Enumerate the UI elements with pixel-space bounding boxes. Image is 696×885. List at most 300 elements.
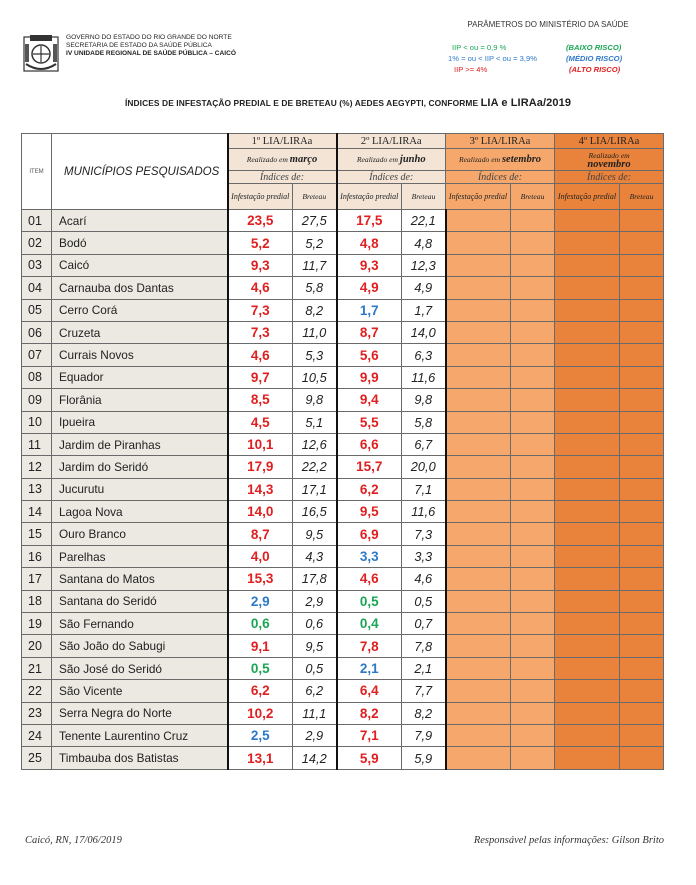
breteau-value: 5,8 [402,411,446,433]
municipality-name: Jardim do Seridó [52,456,228,478]
table-row [22,501,664,523]
title-emphasis: LIA e LIRAa/2019 [480,97,572,109]
breteau-value: 11,6 [402,501,446,523]
subheader-breteau: Breteau [511,184,555,210]
empty-cell [446,254,511,276]
breteau-value: 2,9 [293,724,337,746]
infestacao-value: 5,9 [337,747,402,769]
infestacao-value: 15,7 [337,456,402,478]
breteau-value: 7,8 [402,635,446,657]
breteau-value: 12,6 [293,433,337,455]
item-number: 02 [22,232,52,254]
municipality-name: Cruzeta [52,321,228,343]
subheader-infestacao: Infestação predial [555,184,620,210]
empty-cell [511,523,555,545]
empty-cell [620,747,664,769]
breteau-value: 9,8 [402,389,446,411]
item-number: 18 [22,590,52,612]
empty-cell [511,277,555,299]
breteau-value: 6,3 [402,344,446,366]
breteau-value: 2,1 [402,657,446,679]
empty-cell [446,545,511,567]
table-row [22,254,664,276]
infestacao-value: 15,3 [228,568,293,590]
empty-cell [555,724,620,746]
item-number: 21 [22,657,52,679]
block-label: 4º LIA/LIRAa [555,134,664,149]
breteau-value: 8,2 [293,299,337,321]
municipalities-header: MUNICÍPIOS PESQUISADOS [52,134,228,210]
empty-cell [555,389,620,411]
government-lines [66,34,236,59]
empty-cell [555,344,620,366]
breteau-value: 12,3 [402,254,446,276]
block-month: março [289,154,318,165]
empty-cell [511,389,555,411]
table-row [22,321,664,343]
table-row [22,545,664,567]
infestacao-value: 0,4 [337,613,402,635]
table-row [22,411,664,433]
empty-cell [446,680,511,702]
empty-cell [555,277,620,299]
empty-cell [446,366,511,388]
empty-cell [555,523,620,545]
empty-cell [555,478,620,500]
breteau-value: 1,7 [402,299,446,321]
realizado-text: Realizado em [588,150,630,160]
item-number: 01 [22,210,52,232]
infestacao-value: 6,2 [337,478,402,500]
empty-cell [555,366,620,388]
block-label: 1º LIA/LIRAa [228,134,337,149]
breteau-value: 11,6 [402,366,446,388]
empty-cell [511,590,555,612]
table-row [22,456,664,478]
table-row [22,232,664,254]
breteau-value: 17,1 [293,478,337,500]
empty-cell [620,433,664,455]
infestacao-value: 5,6 [337,344,402,366]
item-number: 12 [22,456,52,478]
infestacao-value: 9,3 [228,254,293,276]
empty-cell [511,210,555,232]
empty-cell [446,590,511,612]
param-row-alto [448,65,648,75]
empty-cell [620,389,664,411]
title-main: ÍNDICES DE INFESTAÇÃO PREDIAL E DE BRETEAU (%) AEDES AEGYPTI, CONFORME [124,98,479,108]
empty-cell [511,747,555,769]
empty-cell [446,635,511,657]
state-seal-icon [22,34,60,74]
empty-cell [555,657,620,679]
infestacao-value: 2,9 [228,590,293,612]
table-row [22,277,664,299]
infestacao-value: 3,3 [337,545,402,567]
municipality-name: Santana do Matos [52,568,228,590]
item-number: 11 [22,433,52,455]
empty-cell [620,523,664,545]
block-label: 2º LIA/LIRAa [337,134,446,149]
param-row-baixo [448,43,648,53]
item-number: 06 [22,321,52,343]
municipality-name: Timbauba dos Batistas [52,747,228,769]
breteau-value: 5,3 [293,344,337,366]
infestacao-value: 17,9 [228,456,293,478]
empty-cell [620,456,664,478]
block-month: setembro [501,154,542,165]
municipality-name: Jardim de Piranhas [52,433,228,455]
empty-cell [555,635,620,657]
table-row [22,523,664,545]
municipality-name: Serra Negra do Norte [52,702,228,724]
breteau-value: 0,7 [402,613,446,635]
breteau-value: 14,2 [293,747,337,769]
municipality-name: Jucurutu [52,478,228,500]
empty-cell [620,344,664,366]
item-number: 23 [22,702,52,724]
table-row [22,724,664,746]
empty-cell [446,210,511,232]
empty-cell [620,702,664,724]
empty-cell [620,210,664,232]
municipality-name: Ouro Branco [52,523,228,545]
item-number: 15 [22,523,52,545]
item-number: 25 [22,747,52,769]
infestacao-value: 2,5 [228,724,293,746]
municipality-name: Carnauba dos Dantas [52,277,228,299]
breteau-value: 7,3 [402,523,446,545]
infestacao-value: 9,3 [337,254,402,276]
empty-cell [620,613,664,635]
empty-cell [620,657,664,679]
gov-line: GOVERNO DO ESTADO DO RIO GRANDE DO NORTE [66,34,232,41]
municipality-name: Cerro Corá [52,299,228,321]
table-row [22,366,664,388]
subheader-breteau: Breteau [402,184,446,210]
subheader-infestacao: Infestação predial [337,184,402,210]
municipality-name: Ipueira [52,411,228,433]
item-number: 13 [22,478,52,500]
empty-cell [555,680,620,702]
header-institution [22,34,236,74]
breteau-value: 9,8 [293,389,337,411]
empty-cell [446,501,511,523]
municipality-name: Acarí [52,210,228,232]
breteau-value: 6,7 [402,433,446,455]
footer-place-date: Caicó, RN, 17/06/2019 [25,835,122,846]
infestacao-value: 7,8 [337,635,402,657]
block-month: novembro [587,158,631,170]
empty-cell [620,321,664,343]
municipality-name: Equador [52,366,228,388]
item-number: 19 [22,613,52,635]
breteau-value: 0,5 [293,657,337,679]
empty-cell [620,545,664,567]
infestacao-value: 7,3 [228,299,293,321]
empty-cell [511,411,555,433]
empty-cell [511,344,555,366]
municipality-name: São Vicente [52,680,228,702]
empty-cell [511,657,555,679]
table-row [22,747,664,769]
infestacao-value: 9,1 [228,635,293,657]
block-realizado [228,149,337,171]
table-row [22,299,664,321]
breteau-value: 4,9 [402,277,446,299]
subheader-infestacao: Infestação predial [446,184,511,210]
empty-cell [555,702,620,724]
breteau-value: 4,8 [402,232,446,254]
empty-cell [555,299,620,321]
infestacao-value: 5,2 [228,232,293,254]
empty-cell [446,344,511,366]
infestacao-value: 9,5 [337,501,402,523]
infestacao-value: 4,6 [228,277,293,299]
infestacao-value: 9,7 [228,366,293,388]
breteau-value: 8,2 [402,702,446,724]
infestacao-value: 2,1 [337,657,402,679]
municipality-name: Santana do Seridó [52,590,228,612]
municipality-name: Currais Novos [52,344,228,366]
infestacao-value: 8,7 [337,321,402,343]
empty-cell [511,299,555,321]
empty-cell [446,277,511,299]
gov-line: IV UNIDADE REGIONAL DE SAÚDE PÚBLICA – CAICÓ [66,50,236,58]
empty-cell [446,456,511,478]
empty-cell [620,680,664,702]
breteau-value: 11,7 [293,254,337,276]
parameters-title: PARÂMETROS DO MINISTÉRIO DA SAÚDE [467,20,629,29]
item-number: 14 [22,501,52,523]
header-row-blocks [22,134,664,149]
breteau-value: 10,5 [293,366,337,388]
empty-cell [446,433,511,455]
infestacao-value: 6,6 [337,433,402,455]
empty-cell [555,433,620,455]
table-row [22,702,664,724]
block-indices: Índices de: [228,171,337,184]
empty-cell [511,366,555,388]
empty-cell [620,590,664,612]
item-number: 17 [22,568,52,590]
municipality-name: São José do Seridó [52,657,228,679]
infestacao-value: 6,4 [337,680,402,702]
empty-cell [620,724,664,746]
infestacao-value: 10,1 [228,433,293,455]
empty-cell [555,210,620,232]
empty-cell [620,366,664,388]
breteau-value: 7,1 [402,478,446,500]
item-number: 05 [22,299,52,321]
infestacao-value: 4,8 [337,232,402,254]
empty-cell [511,321,555,343]
document-title [0,97,696,109]
municipality-name: Parelhas [52,545,228,567]
breteau-value: 0,5 [402,590,446,612]
infestacao-value: 1,7 [337,299,402,321]
ministry-parameters [448,20,648,74]
realizado-text: Realizado em [458,155,501,164]
breteau-value: 11,0 [293,321,337,343]
empty-cell [446,411,511,433]
empty-cell [446,299,511,321]
empty-cell [620,232,664,254]
param-level: (MÉDIO RISCO) [566,54,623,63]
empty-cell [620,501,664,523]
empty-cell [446,321,511,343]
infestacao-value: 9,9 [337,366,402,388]
table-row [22,344,664,366]
empty-cell [446,389,511,411]
item-number: 08 [22,366,52,388]
empty-cell [446,478,511,500]
block-indices: Índices de: [337,171,446,184]
param-condition: IIP >= 4% [454,65,488,74]
municipality-name: Lagoa Nova [52,501,228,523]
empty-cell [446,232,511,254]
empty-cell [620,635,664,657]
subheader-infestacao: Infestação predial [228,184,293,210]
param-level: (ALTO RISCO) [569,65,621,74]
breteau-value: 5,8 [293,277,337,299]
empty-cell [511,433,555,455]
item-number: 22 [22,680,52,702]
table-row [22,478,664,500]
empty-cell [511,702,555,724]
empty-cell [446,657,511,679]
infestacao-value: 4,9 [337,277,402,299]
empty-cell [446,568,511,590]
municipality-name: São Fernando [52,613,228,635]
infestacao-value: 7,1 [337,724,402,746]
empty-cell [511,724,555,746]
infestacao-value: 13,1 [228,747,293,769]
breteau-value: 9,5 [293,635,337,657]
empty-cell [555,411,620,433]
empty-cell [511,613,555,635]
table-row [22,613,664,635]
breteau-value: 27,5 [293,210,337,232]
empty-cell [555,232,620,254]
empty-cell [511,635,555,657]
breteau-value: 5,1 [293,411,337,433]
footer-responsible: Responsável pelas informações: Gilson Brito [473,835,664,846]
breteau-value: 7,9 [402,724,446,746]
empty-cell [446,702,511,724]
empty-cell [511,254,555,276]
breteau-value: 16,5 [293,501,337,523]
infestacao-value: 8,5 [228,389,293,411]
breteau-value: 0,6 [293,613,337,635]
infestacao-value: 4,6 [337,568,402,590]
infestacao-value: 14,3 [228,478,293,500]
param-row-medio [448,54,648,64]
infestacao-value: 0,5 [337,590,402,612]
empty-cell [511,478,555,500]
realizado-text: Realizado em [356,155,399,164]
empty-cell [511,545,555,567]
infestacao-value: 9,4 [337,389,402,411]
param-level: (BAIXO RISCO) [566,43,622,52]
item-number: 03 [22,254,52,276]
block-month: junho [399,154,426,165]
empty-cell [446,523,511,545]
infestacao-value: 8,7 [228,523,293,545]
empty-cell [620,254,664,276]
block-indices: Índices de: [555,171,664,184]
empty-cell [620,277,664,299]
empty-cell [555,321,620,343]
item-number: 09 [22,389,52,411]
block-realizado [337,149,446,171]
empty-cell [511,456,555,478]
empty-cell [446,724,511,746]
item-number: 20 [22,635,52,657]
empty-cell [555,456,620,478]
infestacao-value: 7,3 [228,321,293,343]
infestacao-value: 4,5 [228,411,293,433]
infestacao-value: 4,6 [228,344,293,366]
subheader-breteau: Breteau [620,184,664,210]
empty-cell [446,613,511,635]
item-number: 07 [22,344,52,366]
empty-cell [511,568,555,590]
empty-cell [446,747,511,769]
infestacao-value: 0,6 [228,613,293,635]
breteau-value: 5,9 [402,747,446,769]
table-row [22,389,664,411]
block-realizado [555,149,664,171]
municipality-name: Bodó [52,232,228,254]
table-row [22,590,664,612]
empty-cell [511,501,555,523]
empty-cell [620,568,664,590]
table-row [22,210,664,232]
breteau-value: 17,8 [293,568,337,590]
infestation-table [21,133,664,770]
breteau-value: 9,5 [293,523,337,545]
infestacao-value: 17,5 [337,210,402,232]
breteau-value: 5,2 [293,232,337,254]
breteau-value: 14,0 [402,321,446,343]
param-condition: IIP < ou = 0,9 % [452,43,507,52]
breteau-value: 22,2 [293,456,337,478]
breteau-value: 20,0 [402,456,446,478]
breteau-value: 4,3 [293,545,337,567]
empty-cell [555,568,620,590]
empty-cell [555,590,620,612]
gov-line: SECRETARIA DE ESTADO DA SAÚDE PÚBLICA [66,42,212,50]
block-realizado [446,149,555,171]
breteau-value: 11,1 [293,702,337,724]
breteau-value: 7,7 [402,680,446,702]
infestacao-value: 23,5 [228,210,293,232]
table-row [22,568,664,590]
realizado-text: Realizado em [246,155,288,164]
empty-cell [511,232,555,254]
breteau-value: 6,2 [293,680,337,702]
infestacao-value: 6,2 [228,680,293,702]
breteau-value: 4,6 [402,568,446,590]
empty-cell [620,299,664,321]
empty-cell [555,501,620,523]
table-row [22,657,664,679]
param-condition: 1% = ou < IIP < ou = 3,9% [448,54,537,63]
municipality-name: Florânia [52,389,228,411]
breteau-value: 3,3 [402,545,446,567]
table-row [22,680,664,702]
